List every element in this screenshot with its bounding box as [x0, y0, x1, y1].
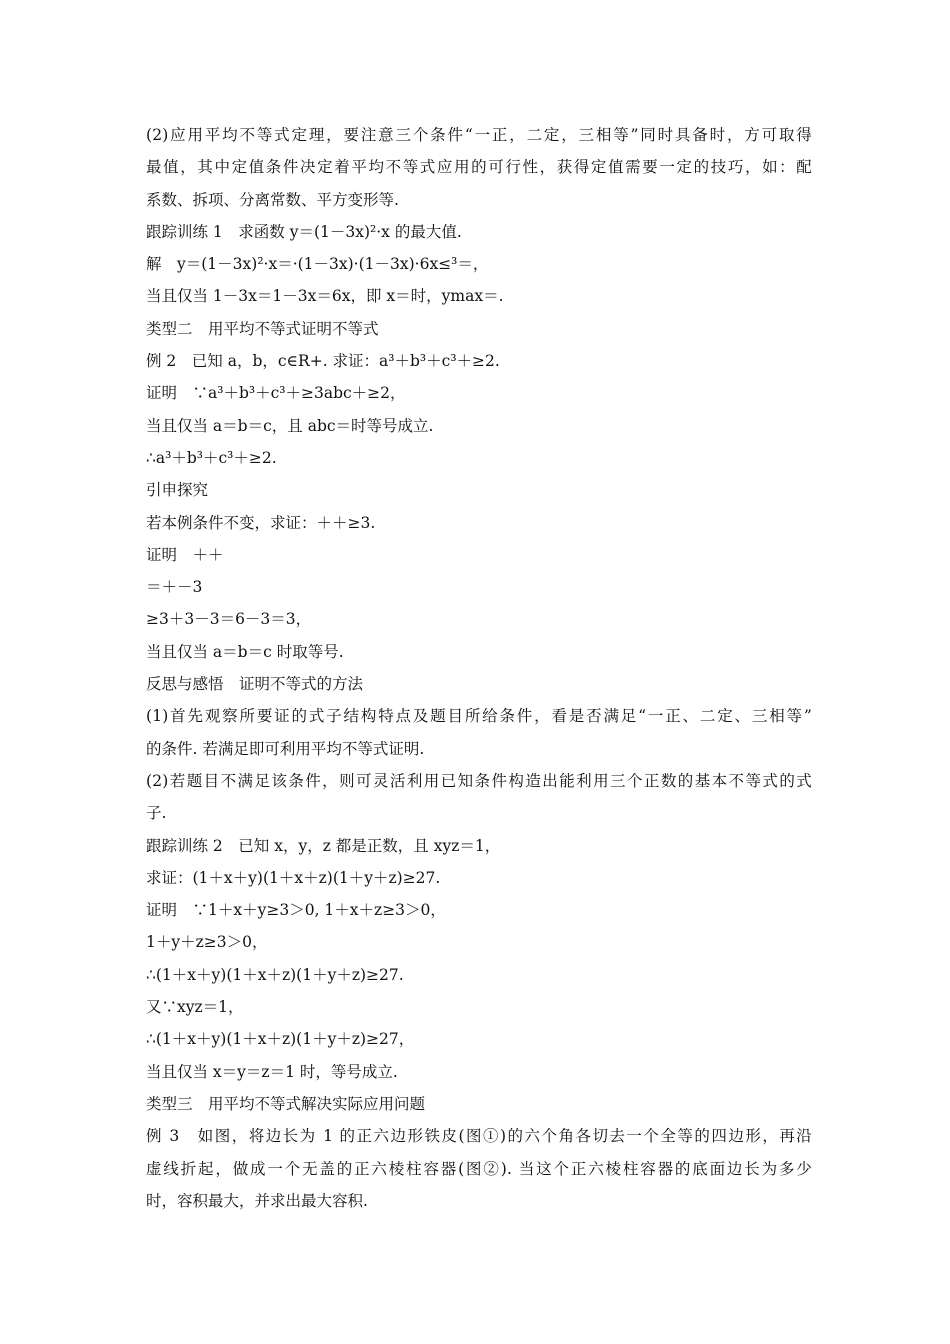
text-line: 又∵xyz＝1， — [146, 998, 244, 1017]
exercise-heading: 跟踪训练 1 求函数 y＝(1－3x)²·x 的最大值. — [146, 222, 462, 241]
section-heading: 类型二 用平均不等式证明不等式 — [146, 319, 379, 338]
example-heading: 例 2 已知 a，b，c∈R+. 求证：a³＋b³＋c³＋≥2. — [146, 352, 500, 371]
text-line: 的条件. 若满足即可利用平均不等式证明. — [146, 739, 425, 758]
text-line: ∴a³＋b³＋c³＋≥2. — [146, 448, 277, 467]
section-heading: 引申探究 — [146, 481, 209, 500]
text-line: 证明 ∵a³＋b³＋c³＋≥3abc＋≥2， — [146, 384, 406, 403]
text-line: ∴(1＋x＋y)(1＋x＋z)(1＋y＋z)≥27. — [146, 965, 404, 984]
text-line: 求证：(1＋x＋y)(1＋x＋z)(1＋y＋z)≥27. — [146, 868, 441, 887]
section-heading: 类型三 用平均不等式解决实际应用问题 — [146, 1094, 426, 1113]
text-line: (2)应用平均不等式定理，要注意三个条件“一正，二定，三相等”同时具备时，方可取得 — [146, 126, 812, 144]
exercise-heading: 跟踪训练 2 已知 x，y，z 都是正数，且 xyz＝1， — [146, 836, 501, 855]
text-line: 若本例条件不变，求证：＋＋≥3. — [146, 513, 376, 532]
section-heading: 反思与感悟 证明不等式的方法 — [146, 675, 364, 694]
text-line: ∴(1＋x＋y)(1＋x＋z)(1＋y＋z)≥27， — [146, 1030, 415, 1049]
text-line: 时，容积最大，并求出最大容积. — [146, 1191, 368, 1210]
text-line: 当且仅当 x＝y＝z＝1 时，等号成立. — [146, 1062, 398, 1081]
text-line: 1＋y＋z≥3＞0， — [146, 933, 268, 952]
text-line: 解 y＝(1－3x)²·x＝·(1－3x)·(1－3x)·6x≤³＝， — [146, 255, 489, 274]
text-line: 证明 ＋＋ — [146, 545, 224, 564]
text-line: 当且仅当 a＝b＝c，且 abc＝时等号成立. — [146, 416, 434, 435]
text-line: 子. — [146, 804, 167, 823]
example-heading: 例 3 如图，将边长为 1 的正六边形铁皮(图①)的六个角各切去一个全等的四边形，再沿 — [146, 1127, 812, 1146]
text-line: 最值，其中定值条件决定着平均不等式应用的可行性，获得定值需要一定的技巧，如：配 — [146, 158, 812, 177]
text-line: 当且仅当 1－3x＝1－3x＝6x，即 x＝时，ymax＝. — [146, 287, 504, 306]
text-line: 虚线折起，做成一个无盖的正六棱柱容器(图②). 当这个正六棱柱容器的底面边长为多少 — [146, 1159, 812, 1178]
text-line: 证明 ∵1＋x＋y≥3＞0, 1＋x＋z≥3＞0， — [146, 901, 446, 920]
document-body — [146, 119, 812, 1217]
text-line: ＝＋－3 — [146, 578, 203, 597]
text-line: ≥3＋3－3＝6－3＝3， — [146, 610, 312, 629]
text-line: 系数、拆项、分离常数、平方变形等. — [146, 190, 399, 209]
text-line: (2)若题目不满足该条件，则可灵活利用已知条件构造出能利用三个正数的基本不等式的式 — [146, 771, 812, 790]
text-line: 当且仅当 a＝b＝c 时取等号. — [146, 642, 344, 661]
text-line: (1)首先观察所要证的式子结构特点及题目所给条件，看是否满足“一正、二定、三相等” — [146, 707, 812, 726]
